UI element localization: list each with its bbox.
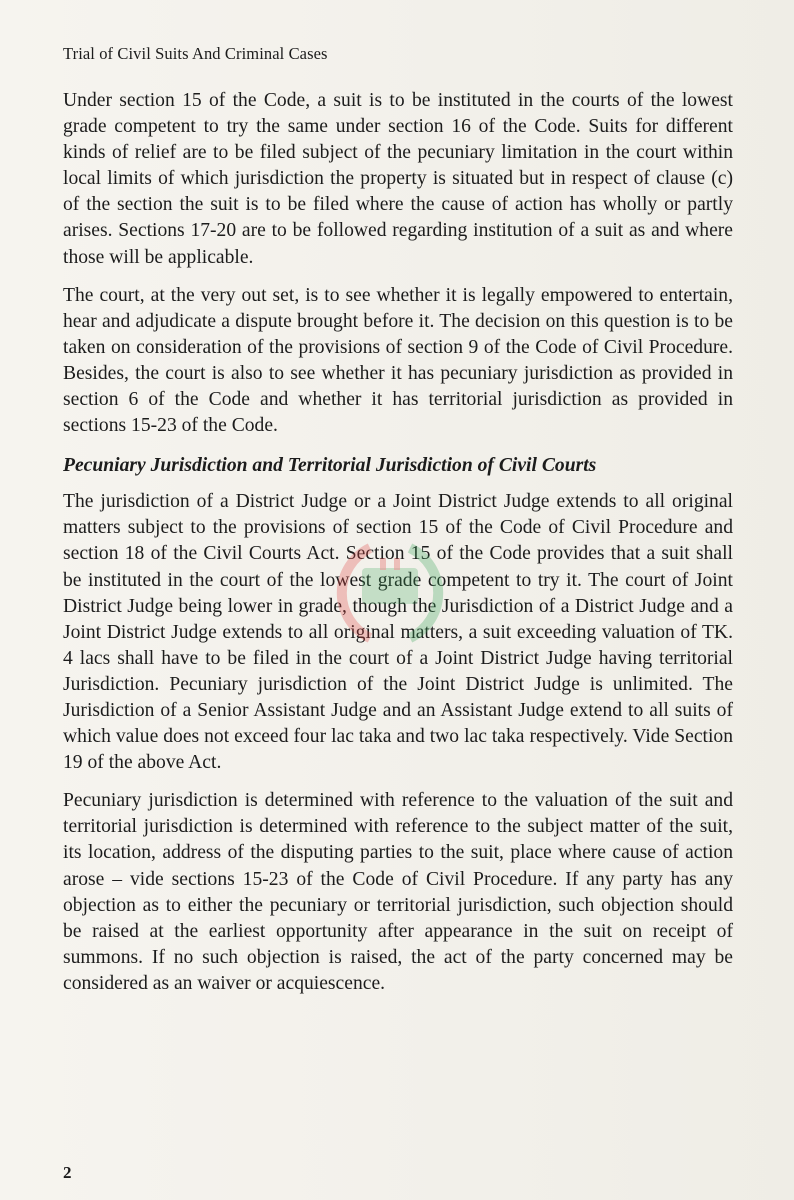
paragraph: Pecuniary jurisdiction is determined with reference to the valuation of the suit and territorial jurisdiction is determined with reference to the subject matter of the suit, its location, address of the disputing parties to the suit, place where cause of action arose – vide sections 15-23 of the Code of Civil Procedure. If any party has any objection as to either the pecuniary or territorial jurisdiction, such objection should be raised at the earliest opportunity after appearance in the suit on receipt of summons. If no such objection is raised, the act of the party concerned may be considered as an waiver or acquiescence. bbox=[63, 790, 733, 994]
paragraph: The jurisdiction of a District Judge or a Joint District Judge extends to all original matters subject to the provisions of section 15 of the Code of Civil Procedure and section 18 of the Civil Courts Act. Section 15 of the Code provides that a suit shall be instituted in the court of the lowest grade competent to try it. The court of Joint District Judge being lower in grade, though the Jurisdiction of a District Judge and a Joint District Judge extends to all original matters, a suit exceeding valuation of TK. 4 lacs shall have to be filed in the court of a Joint District Judge having territorial Jurisdiction. Pecuniary jurisdiction of the Joint District Judge is unlimited. The Jurisdiction of a Senior Assistant Judge and an Assistant Judge extend to all suits of which value does not exceed four lac taka and two lac taka respectively. Vide Section 19 of the above Act. bbox=[63, 491, 733, 774]
page-number: 2 bbox=[63, 1163, 72, 1182]
body-text bbox=[63, 88, 733, 1009]
paragraph: The court, at the very out set, is to see whether it is legally empowered to entertain, hear and adjudicate a dispute brought before it. The decision on this question is to be taken on consideration of the provisions of section 9 of the Code of Civil Procedure. Besides, the court is also to see whether it has pecuniary jurisdiction as provided in section 6 of the Code and whether it has territorial jurisdiction as provided in sections 15-23 of the Code. bbox=[63, 284, 733, 437]
running-header: Trial of Civil Suits And Criminal Cases bbox=[63, 44, 328, 63]
section-heading: Pecuniary Jurisdiction and Territorial Jurisdiction of Civil Courts bbox=[63, 455, 597, 477]
paragraph: Under section 15 of the Code, a suit is to be instituted in the courts of the lowest grade competent to try the same under section 16 of the Code. Suits for different kinds of relief are to be filed subject of the pecuniary limitation in the court within local limits of which jurisdiction the property is situated but in respect of clause (c) of the section the suit is to be filed where the cause of action has wholly or partly arises. Sections 17-20 are to be followed regarding institution of a suit as and where those will be applicable. bbox=[63, 90, 733, 268]
